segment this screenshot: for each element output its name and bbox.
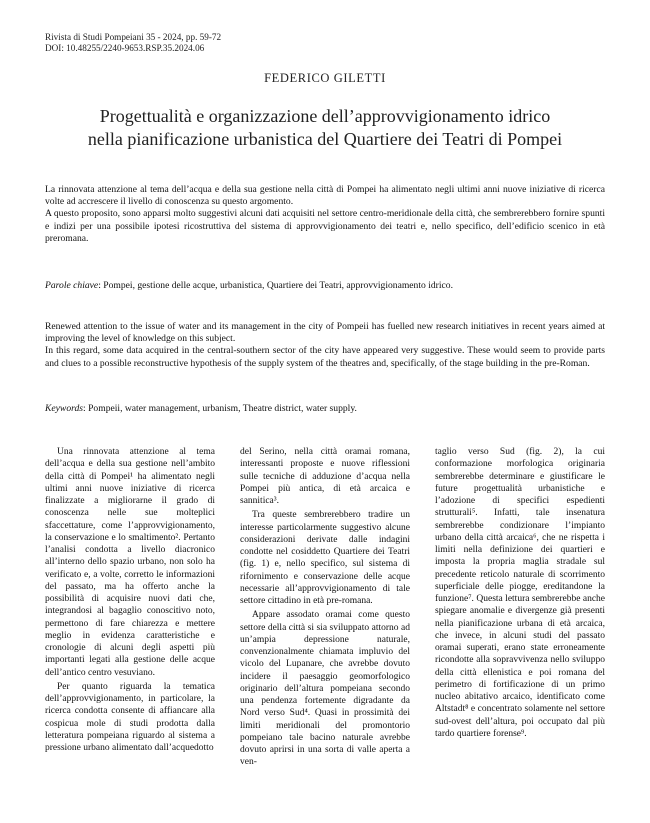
keywords-it-label: Parole chiave bbox=[45, 280, 99, 291]
abstract-italian bbox=[45, 184, 605, 245]
keywords-en-text: : Pompeii, water management, urbanism, Theatre district, water supply. bbox=[83, 403, 357, 414]
body-paragraph: Appare assodato oramai come questo settore della città si sia sviluppato attorno ad un’ampia depressione naturale, convenzionalmente chiamata impluvio del vicolo del Lupanare, che avrebbe dovuto incidere il paesaggio geomorfologico originario dell’altura pompeiana secondo una pendenza fortemente digradante da Nord verso Sud⁴. Quasi in prossimità dei limiti meridionali del promontorio pompeiano tale bacino naturale avrebbe dovuto aprirsi in una sorta di valle aperta a ven- bbox=[240, 610, 410, 768]
body-paragraph: taglio verso Sud (fig. 2), la cui conformazione morfologica originaria sembrerebbe determinare e giustificare le future progettualità urbanistiche e l’adozione di specifici espedienti strutturali⁵. Infatti, tale insenatura sembrerebbe condizionare l’impianto urbano della città arcaica⁶, che ne rispetta i limiti nella definizione dei quartieri e imposta la propria maglia stradale sul precedente reticolo naturale di scorrimento superficiale delle piogge, ereditandone la funzione⁷. Questa lettura sembrerebbe anche spiegare anomalie e divergenze già presenti nella pianificazione urbana di età arcaica, che invece, in alcuni studi del passato oramai superati, erano state erroneamente ricondotte alla sopravvivenza nello sviluppo della città ellenistica e poi romana del perimetro di fortificazione di un primo nucleo abitativo arcaico, identificato come Altstadt⁸ e concentrato solamente nel settore sud-ovest dell’altura, poi occupato dal più tardo quartiere forense⁹. bbox=[435, 447, 605, 739]
abstract-english bbox=[45, 321, 605, 370]
journal-header bbox=[45, 32, 221, 54]
abstract-it-paragraph-2: A questo proposito, sono apparsi molto suggestivi alcuni dati acquisiti nel settore centro-meridionale della città, che sembrerebbero fornire spunti e indizi per una possibile ipotesi ricostruttiva del sistema di approvvigionamento dei teatri e, nello specifico, dell’edificio scenico in età preromana. bbox=[45, 208, 605, 244]
keywords-it-text: : Pompei, gestione delle acque, urbanistica, Quartiere dei Teatri, approvvigionamento idrico. bbox=[98, 280, 453, 291]
doi-line: DOI: 10.48255/2240-9653.RSP.35.2024.06 bbox=[45, 43, 205, 53]
keywords-en-label: Keywords bbox=[45, 403, 84, 414]
author-name: FEDERICO GILETTI bbox=[264, 71, 386, 85]
keywords-english bbox=[45, 403, 605, 415]
title-line-2: nella pianificazione urbanistica del Quartiere dei Teatri di Pompei bbox=[87, 129, 563, 149]
body-paragraph: Una rinnovata attenzione al tema dell’acqua e della sua gestione nell’ambito della città di Pompei¹ ha alimentato negli ultimi anni nuove iniziative di ricerca finalizzate a migliorarne il grado di conoscenza nelle sue molteplici sfaccettature, come l’approvvigionamento, la conservazione e lo smaltimento². Pertanto l’analisi condotta a livello diacronico all’interno dello spazio urbano, non solo ha verificato e, a volte, corretto le informazioni del passato, ma ha offerto anche la possibilità di acquisire nuovi dati che, integrandosi al bagaglio conoscitivo noto, permettono di fare chiarezza e mettere meglio in evidenza caratteristiche e cronologie di alcuni degli aspetti più importanti legati alla gestione delle acque dell’antico centro vesuviano. bbox=[45, 447, 215, 678]
body-column-2 bbox=[240, 446, 410, 769]
abstract-en-paragraph-2: In this regard, some data acquired in the central-southern sector of the city have appeared very suggestive. These would seem to provide parts and clues to a possible reconstructive hypothesis of the supply system of the theatres and, specifically, of the stage building in the pre-Roman. bbox=[45, 345, 605, 369]
article-title bbox=[40, 105, 610, 151]
body-columns bbox=[45, 446, 605, 769]
body-column-3 bbox=[435, 446, 605, 769]
journal-citation: Rivista di Studi Pompeiani 35 - 2024, pp. 59-72 bbox=[45, 32, 222, 42]
body-paragraph: Per quanto riguarda la tematica dell’approvvigionamento, in particolare, la ricerca condotta consente di affiancare alla cospicua mole di studi prodotta dalla letteratura pompeiana riguardo al sistema a pressione urbano alimentato dall’acquedotto bbox=[45, 681, 215, 753]
body-column-1 bbox=[45, 446, 215, 769]
body-paragraph: del Serino, nella città oramai romana, interessanti proposte e nuove riflessioni sulle tecniche di adduzione d’acqua nella Pompei più antica, di età arcaica e sannitica³. bbox=[240, 447, 410, 506]
abstract-en-paragraph-1: Renewed attention to the issue of water and its management in the city of Pompeii has fuelled new research initiatives in recent years aimed at improving the level of knowledge on this subject. bbox=[45, 321, 605, 345]
title-line-1: Progettualità e organizzazione dell’approvvigionamento idrico bbox=[99, 106, 551, 126]
body-paragraph: Tra queste sembrerebbero tradire un interesse particolarmente suggestivo alcune considerazioni derivate dalle indagini condotte nel cosiddetto Quartiere dei Teatri (fig. 1) e, nello specifico, sul sistema di rifornimento e conservazione delle acque necessarie all’approvvigionamento di tale settore cittadino in età pre-romana. bbox=[240, 510, 410, 606]
keywords-italian bbox=[45, 280, 605, 292]
abstract-it-paragraph-1: La rinnovata attenzione al tema dell’acqua e della sua gestione nella città di Pompei ha alimentato negli ultimi anni nuove iniziative di ricerca volte ad accrescere il livello di conoscenza su questo argomento. bbox=[45, 184, 605, 208]
